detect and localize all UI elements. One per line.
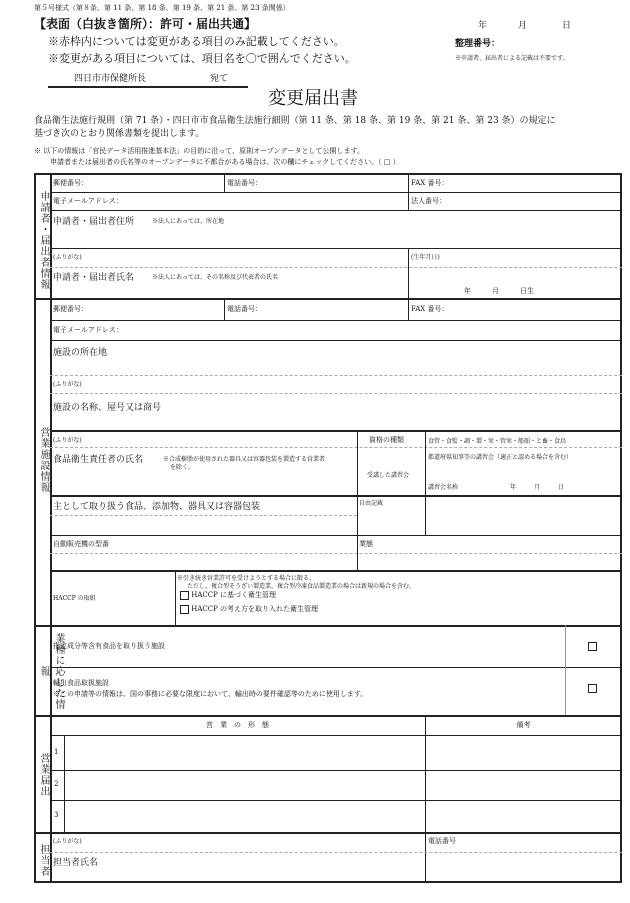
main-products-field[interactable]: 主として取り扱う食品、添加物、器具又は容器包装 [53,502,261,512]
reference-number-label: 整理番号： [455,39,501,49]
row-number: 3 [54,811,59,819]
manager-note-2: を除く。 [170,464,194,471]
vending-machine-field[interactable]: 自動販売機の型番 [53,540,109,548]
business-form-header: 営 業 の 形 態 [206,721,269,729]
haccp-option-2-label: HACCP の考え方を取り入れた衛生管理 [191,605,319,613]
reference-number-note: ※申請者、届出者による記載は不要です。 [455,55,569,62]
body-text-2: 基づき次のとおり関係書類を提出します。 [34,129,205,139]
specified-ingredient-label: 指定成分等含有食品を取り扱う施設 [53,642,165,650]
checkbox[interactable] [180,605,189,614]
note-circle: ※変更がある項目については、項目名を〇で囲んでください。 [48,52,356,65]
manager-note: ※合成樹脂が使用された器具又は容器包装を製造する営業者 [163,456,326,463]
body-text-1: 食品衛生法施行規則（第 71 条）・四日市市食品衛生法施行細則（第 11 条、第 18 条、第 19 条、第 21 条、第 23 条）の規定に [34,116,556,126]
course-name-field[interactable]: 講習会名称 [428,484,459,491]
section-industry: 業種に応じた情報 [38,632,64,710]
name-note: ※法人にあっては、その名称及び代表者の氏名 [152,274,278,281]
open-data-note-2: 申請者または届出者の氏名等のオープンデータに不都合がある場合は、次の欄にチェックしてください。（ □ ） [50,158,400,166]
specified-ingredient-checkbox[interactable] [588,642,597,651]
haccp-option-2[interactable] [180,604,318,614]
facility-phone-field[interactable]: 電話番号： [227,305,262,313]
manager-name-field[interactable]: 食品衛生責任者の氏名 [53,455,144,465]
document-title: 変更届出書 [268,88,358,109]
section-facility: 営業施設情報 [38,427,49,493]
export-facility-checkbox[interactable] [588,684,597,693]
facility-location-field[interactable]: 施設の所在地 [53,348,108,358]
date-year: 年 [478,21,488,31]
manager-furigana-field[interactable]: (ふりがな) [53,437,82,444]
row-number: 2 [54,780,59,788]
applicant-furigana-field[interactable]: (ふりがな) [53,254,82,261]
haccp-note-2: ただし、複合型そうざい製造業、複合型冷凍食品製造業の場合は新規の場合を含む。 [187,583,416,590]
course-date: 年 月 日 [510,484,565,491]
addressee-suffix: 宛て [210,74,229,84]
note-red-frame: ※赤枠内については変更がある項目のみ記載してください。 [48,35,345,48]
date-month: 月 [518,21,528,31]
applicant-corp-number-field[interactable]: 法人番号： [411,197,446,205]
export-facility-label: 輸出食品取扱施設 [53,679,109,687]
export-note: ※この申請等の情報は、国の事務に必要な限度において、輸出時の要件確認等のために使用します。 [53,690,368,698]
facility-postal-field[interactable]: 郵便番号： [53,305,88,313]
facility-furigana-field[interactable]: (ふりがな) [53,381,82,388]
checkbox[interactable] [180,591,189,600]
qualification-options[interactable]: 食管・食監・調・製・栄・管栄・船舶・と畜・食鳥 [428,438,567,445]
section-applicant: 申請者・届出者情報 [38,190,49,290]
free-entry-field[interactable]: 自由記載 [359,500,384,507]
business-type-field[interactable]: 業態 [359,540,373,548]
contact-furigana-field[interactable]: (ふりがな) [53,838,82,845]
form-number: 第５号様式（第８条、第 11 条、第 18 条、第 19 条、第 21 条、第 23 条関係） [34,4,290,12]
applicant-address-field[interactable]: 申請者・届出者住所 [53,217,135,227]
addressee: 四日市市保健所長 [74,74,147,84]
remarks-header: 備考 [516,721,531,729]
qualification-label: 資格の種類 [369,436,404,444]
course-label: 受講した講習会 [367,472,410,479]
date-day: 日 [562,21,572,31]
facility-name-field[interactable]: 施設の名称、屋号又は商号 [53,403,162,413]
birth-suffix: 年 月 日生 [464,287,534,295]
address-note: ※法人にあっては、所在地 [152,218,224,225]
facility-fax-field[interactable]: FAX 番号： [411,305,449,313]
haccp-option-1-label: HACCP に基づく衛生管理 [191,591,277,599]
haccp-option-1[interactable] [180,590,276,600]
applicant-email-field[interactable]: 電子メールアドレス： [53,197,123,205]
course-note: 都道府県知事等の講習会（適正と認める場合を含む） [428,454,573,461]
section-notification: 営業届出 [38,753,49,797]
section-contact: 担当者 [38,843,49,877]
section-title: 【表面（白抜き箇所）：許可・届出共通】 [34,17,257,31]
open-data-note-1: ※ 以下の情報は「官民データ活用推進基本法」の目的に沿って、原則オープンデータとして公開します。 [34,147,364,155]
contact-name-field[interactable]: 担当者氏名 [53,858,99,868]
haccp-note-1: ※引き続き営業許可を受けようとする場合に限る。 [177,575,316,582]
contact-phone-field[interactable]: 電話番号 [428,837,456,845]
applicant-fax-field[interactable]: FAX 番号： [411,179,449,187]
facility-email-field[interactable]: 電子メールアドレス： [53,326,123,334]
row-number: 1 [54,748,59,756]
applicant-postal-field[interactable]: 郵便番号： [53,179,88,187]
applicant-phone-field[interactable]: 電話番号： [227,179,262,187]
applicant-name-field[interactable]: 申請者・届出者氏名 [53,273,135,283]
haccp-label: HACCP の取組 [53,595,96,602]
applicant-birthdate-field[interactable]: (生年月日) [411,254,440,261]
